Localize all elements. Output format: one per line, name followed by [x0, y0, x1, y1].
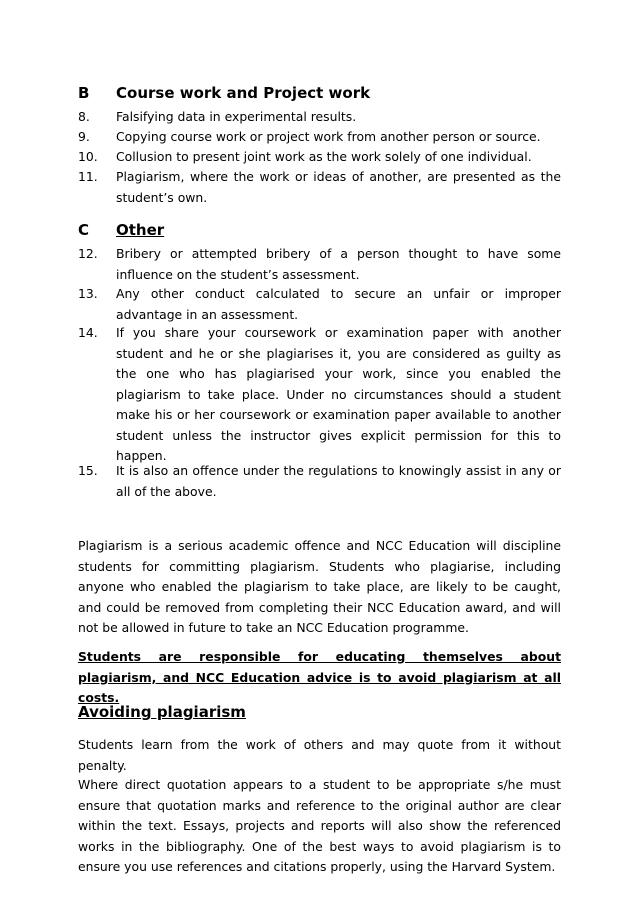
responsibility-statement: Students are responsible for educating themselves about plagiarism, and NCC Education advice is to avoid plagiarism at all costs.: [78, 649, 561, 705]
item-text: Any other conduct calculated to secure an unfair or improper advantage in an assessment.: [116, 286, 561, 322]
item-number: 14.: [78, 325, 98, 340]
item-number: 8.: [78, 109, 90, 124]
plagiarism-paragraph: Plagiarism is a serious academic offence and NCC Education will discipline students for committing plagiarism. Students who plagiarise, including anyone who enabled the plagiarism to take place, are likely to be caught, and could be removed from completing their NCC Education award, and will not be allowed in future to take an NCC Education programme.: [78, 538, 561, 635]
list-item: [78, 167, 561, 208]
item-text: Bribery or attempted bribery of a person thought to have some influence on the student’s assessment.: [116, 246, 561, 282]
item-text: It is also an offence under the regulations to knowingly assist in any or all of the above.: [116, 463, 561, 499]
item-number: 10.: [78, 149, 98, 164]
section-c-heading: [78, 221, 164, 239]
list-item: [78, 284, 561, 325]
section-c-letter: C: [78, 221, 90, 239]
item-number: 9.: [78, 129, 90, 144]
section-c-title: Other: [116, 221, 165, 239]
item-number: 15.: [78, 463, 98, 478]
avoiding-plagiarism-heading: Avoiding plagiarism: [78, 703, 246, 721]
item-text: Falsifying data in experimental results.: [116, 109, 357, 124]
avoiding-paragraph-1: Students learn from the work of others and may quote from it without penalty.: [78, 737, 561, 773]
item-text: Collusion to present joint work as the work solely of one individual.: [116, 149, 532, 164]
list-item: [78, 147, 561, 168]
list-item: [78, 127, 561, 148]
list-item: [78, 461, 561, 502]
list-item: [78, 107, 561, 128]
list-item: [78, 244, 561, 285]
avoiding-paragraph-2: Where direct quotation appears to a student to be appropriate s/he must ensure that quotation marks and reference to the original author are clear within the text. Essays, projects and reports will also show the referenced works in the bibliography. One of the best ways to avoid plagiarism is to ensure you use references and citations properly, using the Harvard System.: [78, 777, 561, 874]
item-text: If you share your coursework or examination paper with another student and he or she plagiarises it, you are considered as guilty as the one who has plagiarised your work, since you enabled the plagiarism to take place. Under no circumstances should a student make his or her coursework or examination paper available to another student unless the instructor gives explicit permission for this to happen.: [116, 325, 561, 463]
item-text: Copying course work or project work from another person or source.: [116, 129, 541, 144]
item-number: 12.: [78, 246, 98, 261]
section-b-heading: [78, 84, 370, 102]
item-text: Plagiarism, where the work or ideas of another, are presented as the student’s own.: [116, 169, 561, 205]
list-item: [78, 323, 561, 467]
section-b-letter: B: [78, 84, 90, 102]
item-number: 11.: [78, 169, 98, 184]
section-b-title: Course work and Project work: [116, 84, 371, 102]
item-number: 13.: [78, 286, 98, 301]
